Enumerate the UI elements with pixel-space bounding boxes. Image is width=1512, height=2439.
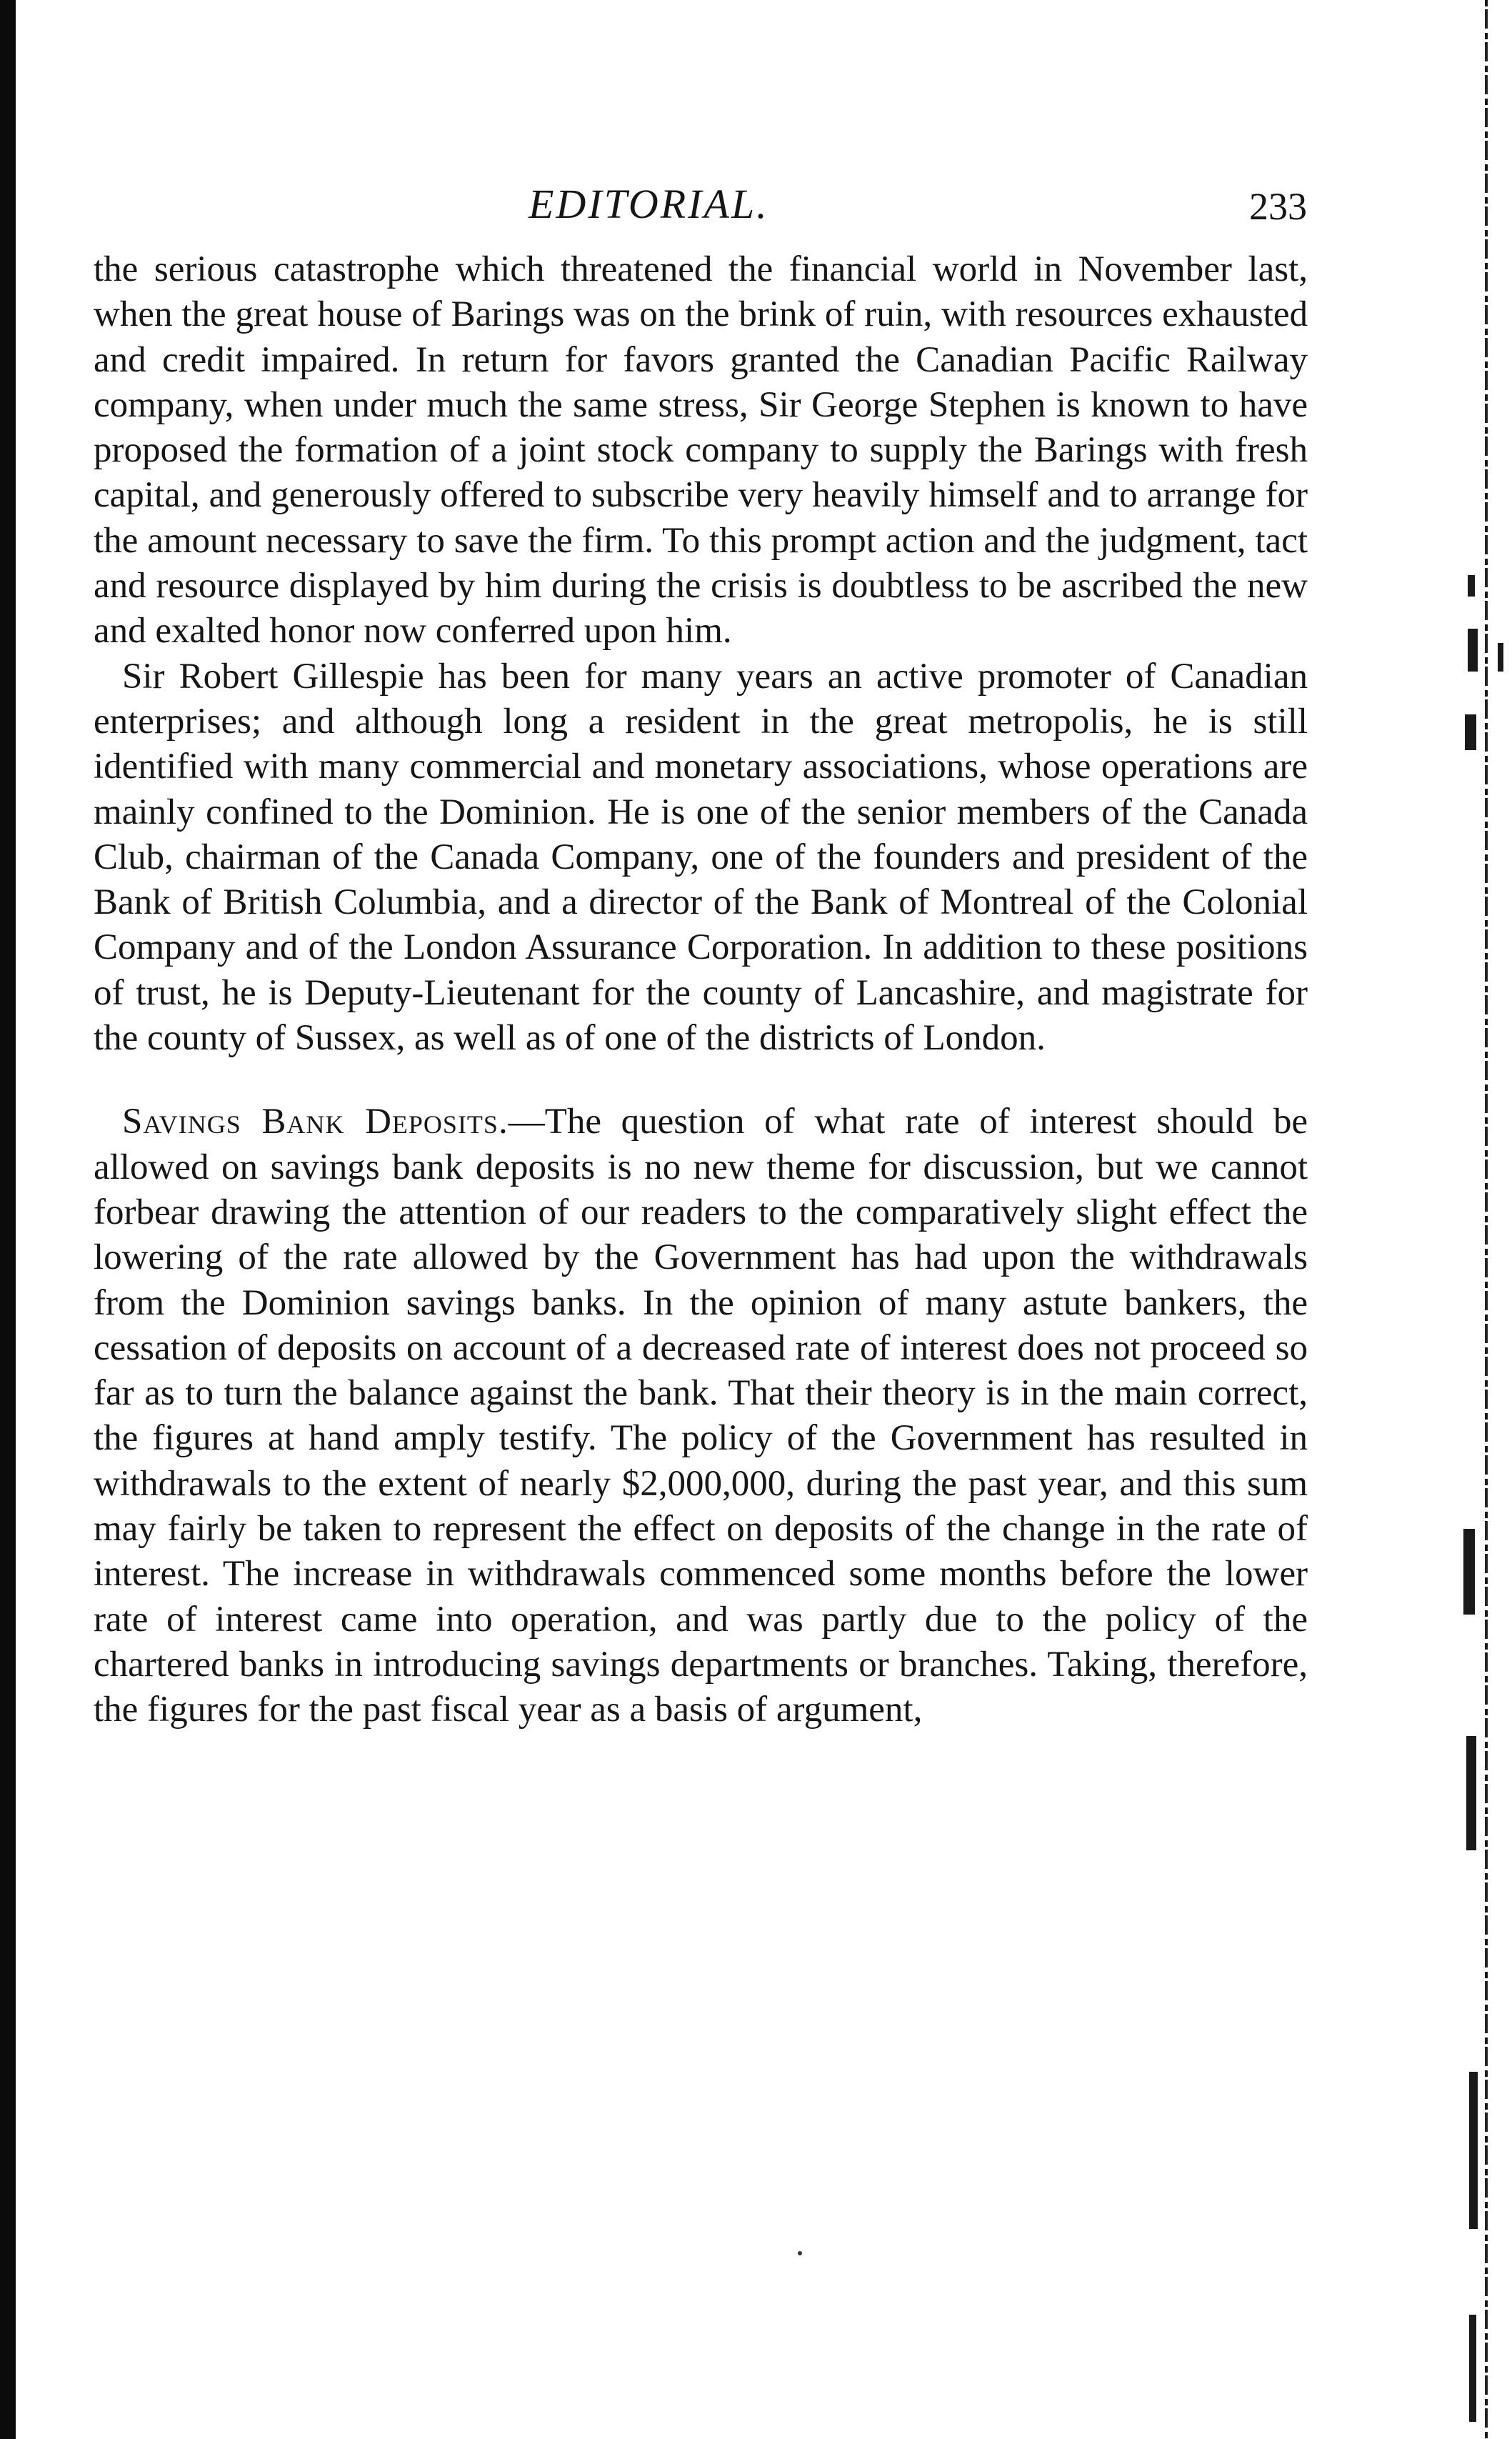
page-number: 233	[1249, 185, 1307, 228]
scan-speck	[1465, 714, 1476, 750]
paragraph-savings-bank-deposits	[94, 1099, 1308, 1732]
scan-speck	[798, 2251, 802, 2255]
scan-speck	[1468, 575, 1475, 597]
scan-speck	[1466, 1736, 1476, 1850]
paragraph-robert-gillespie: Sir Robert Gillespie has been for many years an active promoter of Canadian enterprises; and although long a resident in the great metropolis, he is still identified with many commercial and monetary associations, whose operations are mainly confined to the Dominion. He is one of the senior members of the Canada Club, chairman of the Canada Company, one of the founders and president of the Bank of British Columbia, and a director of the Bank of Montreal of the Colonial Company and of the London Assurance Corporation. In addition to these positions of trust, he is Deputy-Lieutenant for the county of Lancashire, and magistrate for the county of Sussex, as well as of one of the districts of London.	[94, 656, 1308, 1059]
section-body: —The question of what rate of interest should be allowed on savings bank deposits is no new theme for discussion, but we cannot forbear drawing the attention of our readers to the comparatively slight effect the lowering of the rate allowed by the Government has had upon the withdrawals from the Dominion savings banks. In the opinion of many astute bankers, the cessation of deposits on account of a decreased rate of interest does not proceed so far as to turn the balance against the bank. That their theory is in the main correct, the figures at hand amply testify. The policy of the Government has resulted in withdrawals to the extent of nearly $2,000,000, during the past year, and this sum may fairly be taken to represent the effect on deposits of the change in the rate of interest. The increase in withdrawals commenced some months before the lower rate of interest came into operation, and was partly due to the policy of the chartered banks in introducing savings departments or branches. Taking, therefore, the figures for the past fiscal year as a basis of argument,	[94, 1102, 1308, 1730]
scan-speck	[1469, 2315, 1476, 2422]
scan-right-edge	[1448, 0, 1512, 2439]
scan-speck	[1469, 2072, 1478, 2229]
scan-edge-rule	[1485, 0, 1488, 2439]
page-header	[93, 180, 1307, 237]
section-heading: Savings Bank Deposits.	[122, 1102, 509, 1142]
scan-speck	[1468, 629, 1478, 672]
paragraph-continuation: the serious catastrophe which threatened the financial world in November last, when the great house of Barings was on the brink of ruin, with resources exhausted and credit impaired. In return for favors granted the Canadian Pacific Railway company, when under much the same stress, Sir George Stephen is known to have proposed the formation of a joint stock company to supply the Barings with fresh capital, and generously offered to subscribe very heavily himself and to arrange for the amount necessary to save the firm. To this prompt action and the judgment, tact and resource displayed by him during the crisis is doubtless to be ascribed the new and exalted honor now conferred upon him.	[94, 249, 1308, 652]
body-text	[94, 247, 1308, 1733]
scan-speck	[1463, 1529, 1475, 1615]
running-title: EDITORIAL.	[529, 181, 769, 227]
scan-speck	[1498, 643, 1503, 672]
scan-binding-edge	[0, 0, 16, 2439]
